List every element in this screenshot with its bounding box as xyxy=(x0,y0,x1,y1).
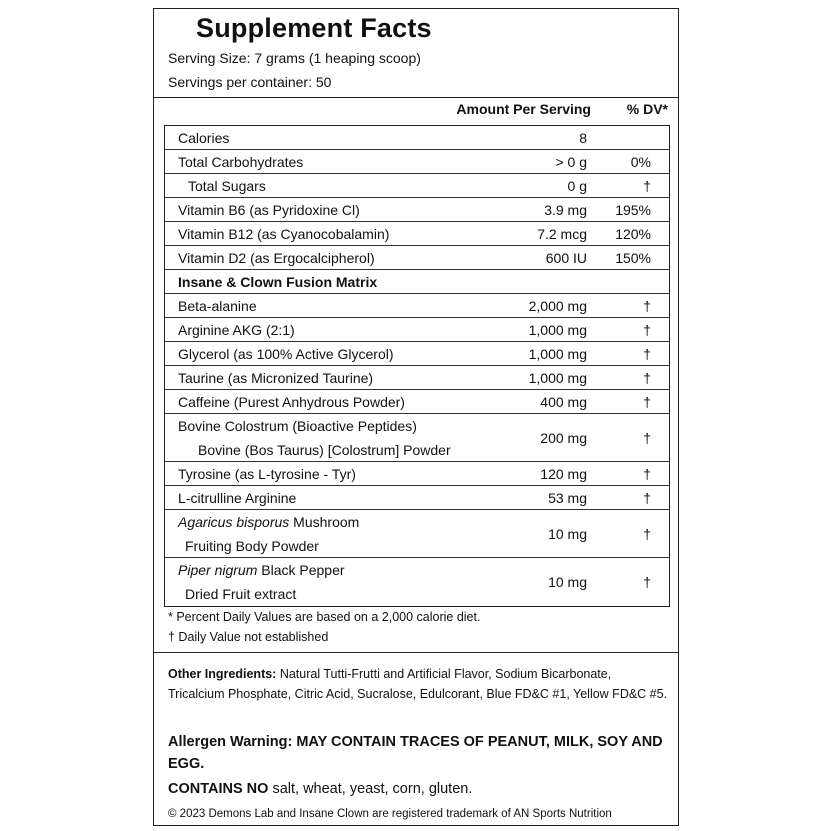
table-row xyxy=(165,246,669,270)
row-name-italic: Agaricus bisporus xyxy=(178,514,290,530)
row-dv: † xyxy=(643,298,651,314)
other-ingredients xyxy=(168,664,668,704)
contains-no-text: salt, wheat, yeast, corn, gluten. xyxy=(268,781,473,797)
table-row xyxy=(165,318,669,342)
row-name: Calories xyxy=(178,130,230,146)
row-dv: † xyxy=(643,394,651,410)
contains-no xyxy=(168,781,472,797)
row-amount: 1,000 mg xyxy=(528,322,587,338)
table-row xyxy=(165,366,669,390)
row-name: Taurine (as Micronized Taurine) xyxy=(178,370,374,386)
table-row xyxy=(165,486,669,510)
row-name: Vitamin B6 (as Pyridoxine Cl) xyxy=(178,202,360,218)
row-name: Vitamin D2 (as Ergocalcipherol) xyxy=(178,250,375,266)
table-row xyxy=(165,198,669,222)
row-amount: 0 g xyxy=(567,178,587,194)
copyright: © 2023 Demons Lab and Insane Clown are registered trademark of AN Sports Nutrition xyxy=(168,808,612,820)
table-row xyxy=(165,462,669,486)
row-name-rest: Black Pepper xyxy=(257,562,345,578)
servings-per-container: Servings per container: 50 xyxy=(168,74,332,90)
serving-size: Serving Size: 7 grams (1 heaping scoop) xyxy=(168,50,421,66)
table-row xyxy=(165,342,669,366)
row-dv: † xyxy=(643,574,651,590)
row-name: Glycerol (as 100% Active Glycerol) xyxy=(178,346,394,362)
row-dv: 0% xyxy=(630,154,651,170)
row-name: Beta-alanine xyxy=(178,298,257,314)
table-row xyxy=(165,510,669,558)
row-dv: † xyxy=(643,346,651,362)
row-name: Bovine Colostrum (Bioactive Peptides) xyxy=(178,418,417,434)
row-amount: 10 mg xyxy=(548,526,587,542)
row-dv: 150% xyxy=(615,250,651,266)
table-row xyxy=(165,558,669,606)
panel-title: Supplement Facts xyxy=(196,13,432,43)
table-row xyxy=(165,150,669,174)
row-dv: 120% xyxy=(615,226,651,242)
row-amount: 1,000 mg xyxy=(528,346,587,362)
row-name: Caffeine (Purest Anhydrous Powder) xyxy=(178,394,405,410)
contains-no-label: CONTAINS NO xyxy=(168,781,269,797)
table-row xyxy=(165,390,669,414)
footnote-dagger: † Daily Value not established xyxy=(168,630,329,644)
row-amount: 7.2 mcg xyxy=(537,226,587,242)
section-name: Insane & Clown Fusion Matrix xyxy=(178,274,378,290)
header-amount-per-serving: Amount Per Serving xyxy=(456,101,591,117)
row-dv: † xyxy=(643,178,651,194)
row-name-rest: Mushroom xyxy=(289,514,360,530)
row-name-line2: Dried Fruit extract xyxy=(185,586,297,602)
other-ingredients-label: Other Ingredients: xyxy=(168,667,277,681)
row-dv: † xyxy=(643,466,651,482)
allergen-warning: Allergen Warning: MAY CONTAIN TRACES OF PEANUT, MILK, SOY AND EGG. xyxy=(168,734,663,772)
table-row xyxy=(165,174,669,198)
row-name: Total Sugars xyxy=(188,178,266,194)
nutrient-table xyxy=(164,125,670,607)
row-dv: † xyxy=(643,490,651,506)
row-name: Vitamin B12 (as Cyanocobalamin) xyxy=(178,226,390,242)
row-dv: † xyxy=(643,526,651,542)
row-dv: † xyxy=(643,430,651,446)
row-amount: 3.9 mg xyxy=(544,202,587,218)
table-row xyxy=(165,294,669,318)
row-amount: 53 mg xyxy=(548,490,587,506)
table-row xyxy=(165,414,669,462)
row-name xyxy=(178,562,345,578)
row-name: Tyrosine (as L-tyrosine - Tyr) xyxy=(178,466,356,482)
row-name: Total Carbohydrates xyxy=(178,154,304,170)
row-amount: 120 mg xyxy=(540,466,587,482)
row-amount: 600 IU xyxy=(545,250,587,266)
table-row xyxy=(165,222,669,246)
row-name xyxy=(178,514,359,530)
row-dv: † xyxy=(643,370,651,386)
row-amount: 2,000 mg xyxy=(528,298,587,314)
header-dv: % DV* xyxy=(626,101,668,117)
divider xyxy=(154,97,678,98)
row-amount: 400 mg xyxy=(540,394,587,410)
row-name-line2: Bovine (Bos Taurus) [Colostrum] Powder xyxy=(198,442,451,458)
row-amount: 200 mg xyxy=(540,430,587,446)
row-amount: 8 xyxy=(579,130,587,146)
other-ingredients-text: Natural Tutti-Frutti and Artificial Flavor, Sodium Bicarbonate, Tricalcium Phosphate, Citric Acid, Sucralose, Edulcorant, Blue FD&C #1, Yellow FD&C #5. xyxy=(168,667,668,701)
row-amount: > 0 g xyxy=(555,154,587,170)
section-header-row xyxy=(165,270,669,294)
footnote-percent-dv: * Percent Daily Values are based on a 2,000 calorie diet. xyxy=(168,610,481,624)
row-name-italic: Piper nigrum xyxy=(178,562,258,578)
row-amount: 1,000 mg xyxy=(528,370,587,386)
row-name-line2: Fruiting Body Powder xyxy=(185,538,319,554)
divider xyxy=(154,652,678,653)
row-name: L-citrulline Arginine xyxy=(178,490,297,506)
row-amount: 10 mg xyxy=(548,574,587,590)
row-dv: † xyxy=(643,322,651,338)
supplement-facts-panel xyxy=(153,8,679,826)
table-row xyxy=(165,126,669,150)
row-name: Arginine AKG (2:1) xyxy=(178,322,295,338)
row-dv: 195% xyxy=(615,202,651,218)
